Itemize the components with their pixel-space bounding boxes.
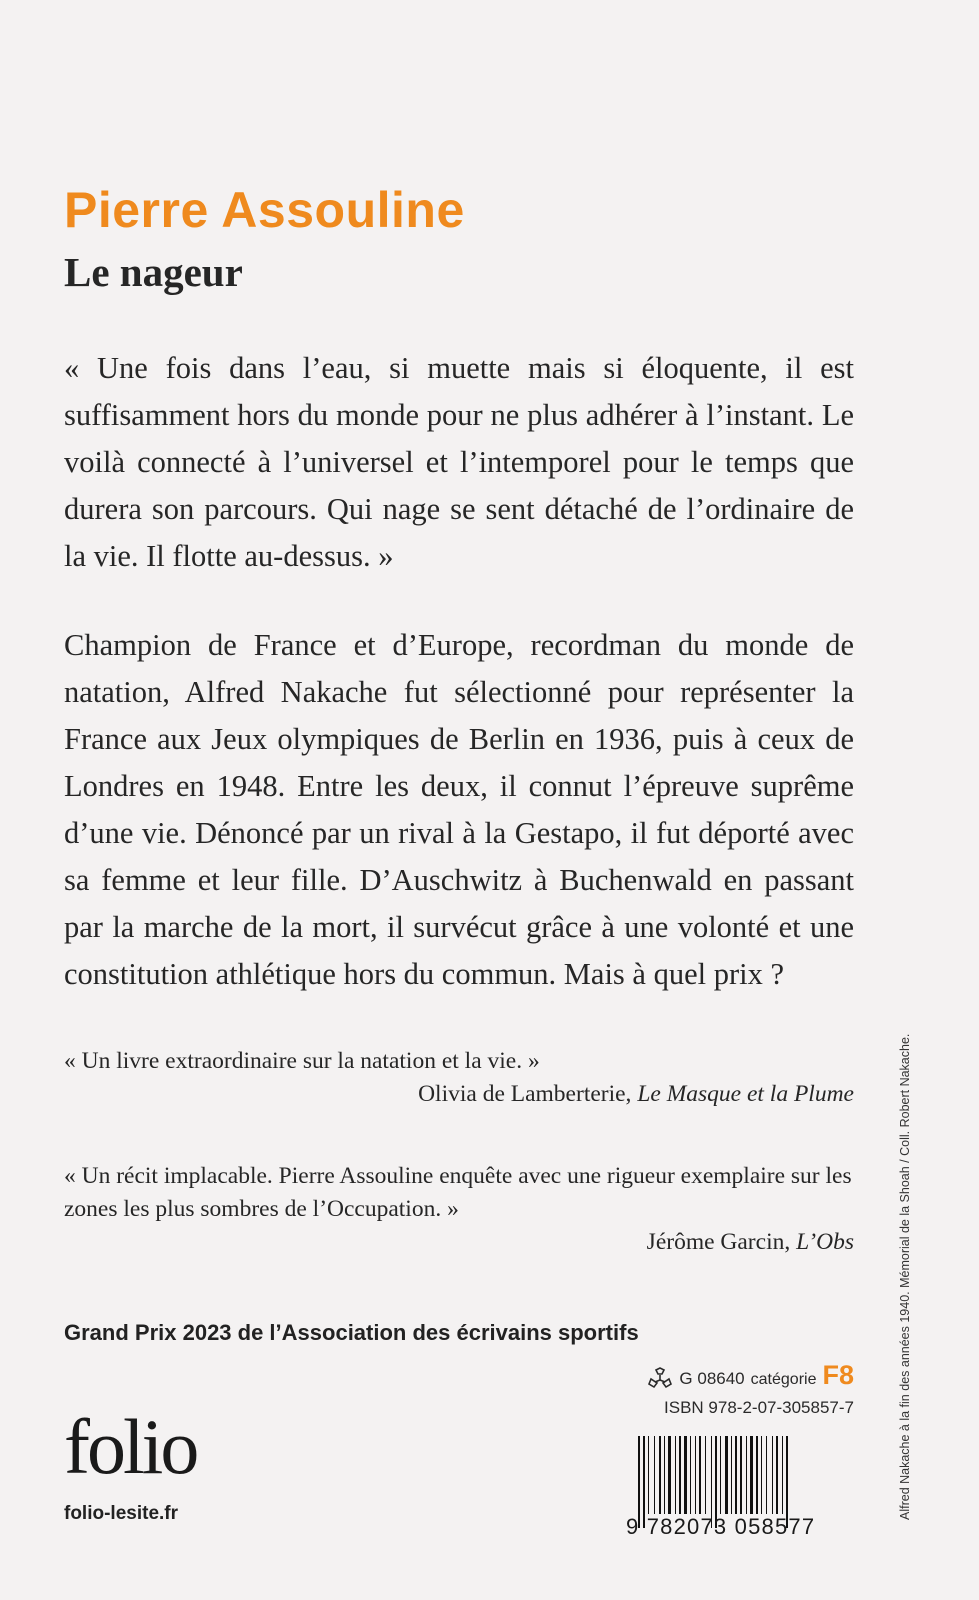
barcode-bar — [772, 1436, 773, 1514]
recycle-logo-icon — [647, 1367, 673, 1389]
book-title: Le nageur — [64, 249, 243, 295]
catalog-code: G 08640 — [679, 1369, 745, 1388]
review-source: Le Masque et la Plume — [637, 1081, 854, 1107]
barcode-bar — [776, 1436, 778, 1514]
review-attribution — [64, 1078, 854, 1111]
barcode-bar — [756, 1436, 758, 1514]
barcode-bar — [705, 1436, 706, 1514]
barcode-bar — [761, 1436, 762, 1514]
publisher-logo: folio — [64, 1403, 197, 1490]
barcode-bar — [684, 1436, 687, 1514]
barcode-bar — [740, 1436, 742, 1514]
barcode-bar — [695, 1436, 696, 1514]
isbn: ISBN 978-2-07-305857-7 — [664, 1398, 854, 1417]
barcode-bar — [735, 1436, 737, 1514]
review-attribution — [64, 1226, 854, 1259]
prize-label: Grand Prix 2023 de l’Association des écrivains sportifs — [64, 1320, 639, 1345]
barcode-bar — [648, 1436, 649, 1514]
publisher-website: folio-lesite.fr — [64, 1503, 179, 1524]
barcode-bar — [725, 1436, 728, 1514]
review-text: « Un livre extraordinaire sur la natation et la vie. » — [64, 1048, 540, 1074]
review-critic: Jérôme Garcin, — [646, 1229, 791, 1255]
catalog-line — [647, 1362, 854, 1389]
book-summary: Champion de France et d’Europe, recordman du monde de natation, Alfred Nakache fut sélectionné pour représenter la France aux Jeux olympiques de Berlin en 1936, puis à ceux de Londres en 1948. Entre les deux, il connut l’épreuve suprême d’une vie. Dénoncé par un rival à la Gestapo, il fut déporté avec sa femme et leur fille. D’Auschwitz à Buchenwald en passant par la marche de la mort, il survécut grâce à une volonté et une constitution athlétique hors du commun. Mais à quel prix ? — [64, 628, 854, 991]
barcode-bar — [731, 1436, 732, 1514]
review-critic: Olivia de Lamberterie, — [418, 1081, 632, 1107]
barcode-bar — [720, 1436, 721, 1514]
barcode-bar — [664, 1436, 665, 1514]
barcode-bar — [699, 1436, 701, 1514]
author-name: Pierre Assouline — [64, 182, 465, 238]
barcode-digits: 9 782073 058577 — [626, 1514, 816, 1539]
excerpt-quote: « Une fois dans l’eau, si muette mais si éloquente, il est suffisamment hors du monde pour ne plus adhérer à l’instant. Le voilà connecté à l’universel et l’intemporel pour le temps que durera son parcours. Qui nage se sent détaché de l’ordinaire de la vie. Il flotte au-dessus. » — [64, 351, 854, 573]
review-text: « Un récit implacable. Pierre Assouline enquête avec une rigueur exemplaire sur les zones les plus sombres de l’Occupation. » — [64, 1163, 852, 1222]
photo-credit: Alfred Nakache à la fin des années 1940. Mémorial de la Shoah / Coll. Robert Nakache. — [898, 1033, 912, 1520]
barcode-bar — [766, 1436, 767, 1514]
category-code: F8 — [822, 1360, 854, 1390]
barcode-bar — [782, 1436, 783, 1514]
category-word: catégorie — [750, 1371, 817, 1388]
barcode-bar — [750, 1436, 753, 1514]
barcode-bar — [668, 1436, 671, 1514]
review-1 — [64, 1045, 854, 1111]
barcode-bar — [659, 1436, 661, 1514]
review-source: L’Obs — [796, 1229, 854, 1255]
review-2 — [64, 1160, 854, 1259]
barcode-bar — [746, 1436, 747, 1514]
barcode-bar — [690, 1436, 691, 1514]
barcode-bar — [654, 1436, 655, 1514]
barcode-bar — [675, 1436, 676, 1514]
barcode-bar — [679, 1436, 681, 1514]
